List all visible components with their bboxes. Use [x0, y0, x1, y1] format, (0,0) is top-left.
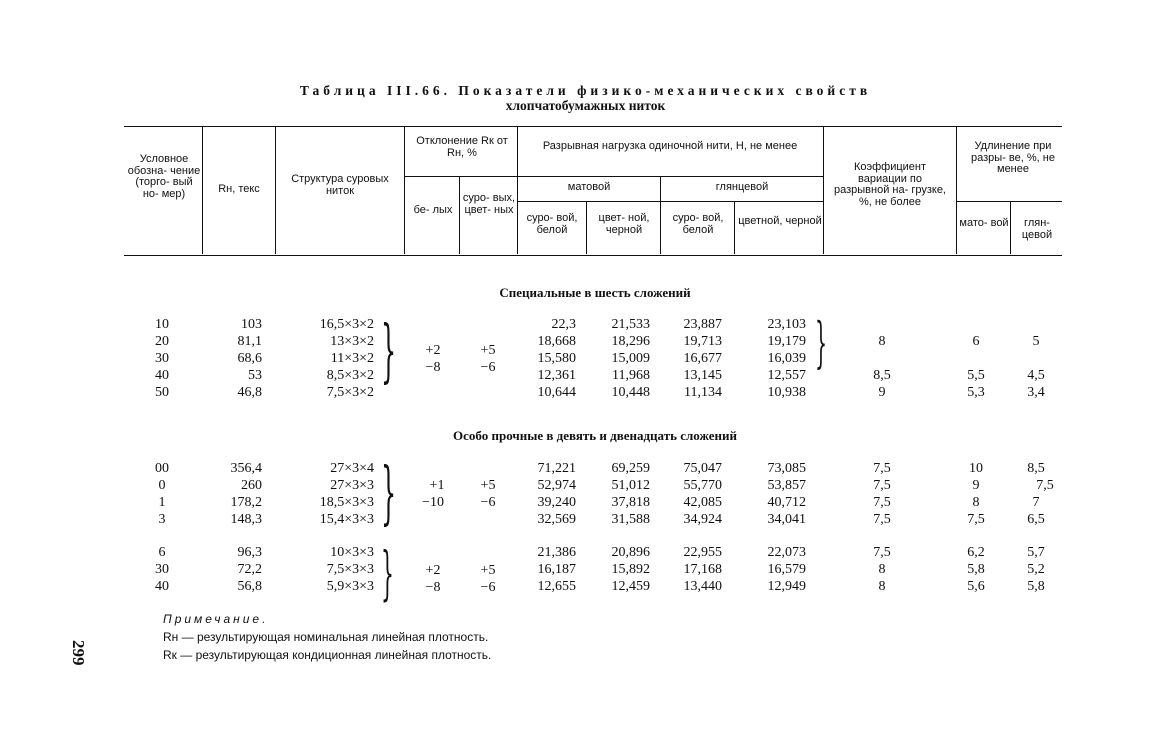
note-heading: Примечание.	[163, 612, 269, 626]
cell-structure: 18,5×3×3	[319, 495, 374, 510]
cell-dev-raw: −6	[480, 495, 496, 510]
cell-dev-white: −8	[425, 360, 441, 375]
vrule-9	[823, 127, 824, 254]
header-top-rule	[124, 126, 1062, 127]
vrule-10	[956, 127, 957, 254]
cell-matte-raw: 39,240	[537, 495, 576, 510]
cell-dev-white: −10	[422, 495, 444, 510]
vrule-3	[404, 127, 405, 254]
cell-dev-white: +2	[425, 563, 441, 578]
cell-elong-matte: 5,3	[967, 385, 985, 400]
cell-elong-gloss: 7	[1032, 495, 1040, 510]
cell-dev-raw: +5	[480, 343, 496, 358]
vrule-1	[202, 127, 203, 254]
cell-gloss-raw: 42,085	[683, 495, 722, 510]
cell-dev-white: +2	[425, 343, 441, 358]
cell-structure: 15,4×3×3	[319, 512, 374, 527]
cell-number: 10	[155, 317, 169, 332]
cell-matte-raw: 32,569	[537, 512, 576, 527]
cell-structure: 8,5×3×2	[326, 368, 374, 383]
vrule-4	[459, 177, 460, 254]
cell-number: 40	[155, 368, 169, 383]
cell-elong-matte: 5,8	[967, 562, 985, 577]
cell-matte-color: 51,012	[611, 478, 650, 493]
cell-rn: 356,4	[230, 461, 262, 476]
cell-matte-color: 15,892	[611, 562, 650, 577]
cell-structure: 13×3×2	[330, 334, 374, 349]
cell-structure: 7,5×3×3	[326, 562, 374, 577]
cell-coefficient: 7,5	[873, 495, 891, 510]
cell-matte-raw: 15,580	[537, 351, 576, 366]
cell-coefficient: 8	[878, 334, 886, 349]
cell-matte-raw: 21,386	[537, 545, 576, 560]
cell-elong-gloss: 3,4	[1027, 385, 1045, 400]
cell-matte-raw: 52,974	[537, 478, 576, 493]
cell-matte-raw: 12,361	[537, 368, 576, 383]
cell-rn: 72,2	[237, 562, 262, 577]
cell-coefficient: 7,5	[873, 478, 891, 493]
header-dev-raw: суро- вых, цвет- ных	[462, 192, 516, 216]
cell-matte-raw: 71,221	[537, 461, 576, 476]
cell-gloss-color: 16,579	[767, 562, 806, 577]
header-elong-gloss: глян- цевой	[1021, 217, 1053, 241]
cell-gloss-raw: 55,770	[683, 478, 722, 493]
cell-number: 20	[155, 334, 169, 349]
cell-matte-color: 10,448	[611, 385, 650, 400]
cell-dev-white: +1	[429, 478, 445, 493]
table-title	[0, 83, 1171, 98]
brace-g1-struct: }	[381, 312, 397, 391]
section-title-special: Специальные в шесть сложений	[499, 285, 691, 300]
vrule-8	[734, 202, 735, 254]
cell-gloss-raw: 23,887	[683, 317, 722, 332]
header-elongation: Удлинение при разры- ве, %, не менее	[971, 140, 1055, 175]
cell-dev-white: −8	[425, 580, 441, 595]
cell-structure: 10×3×3	[330, 545, 374, 560]
section-title-extra-strong: Особо прочные в девять и двенадцать сложений	[453, 428, 737, 443]
cell-coefficient: 7,5	[873, 545, 891, 560]
cell-matte-color: 12,459	[611, 579, 650, 594]
cell-gloss-raw: 11,134	[684, 385, 722, 400]
cell-elong-gloss: 4,5	[1027, 368, 1045, 383]
cell-gloss-color: 23,103	[767, 317, 806, 332]
header-matte-raw: суро- вой, белой	[526, 212, 578, 236]
cell-matte-color: 37,818	[611, 495, 650, 510]
header-breaking-load: Разрывная нагрузка одиночной нити, Н, не менее	[542, 140, 798, 152]
table-title-line1: Таблица III.66. Показатели физико-механических свойств	[299, 83, 872, 98]
header-dev-white: бе- лых	[413, 204, 453, 216]
cell-rn: 81,1	[237, 334, 262, 349]
cell-dev-raw: +5	[480, 478, 496, 493]
cell-gloss-raw: 13,440	[683, 579, 722, 594]
cell-rn: 260	[241, 478, 262, 493]
cell-rn: 46,8	[237, 385, 262, 400]
cell-gloss-color: 22,073	[767, 545, 806, 560]
cell-dev-raw: +5	[480, 563, 496, 578]
header-deviation: Отклонение Rк от Rн, %	[416, 135, 508, 159]
vrule-6	[586, 202, 587, 254]
cell-number: 1	[158, 495, 166, 510]
cell-matte-color: 15,009	[611, 351, 650, 366]
cell-coefficient: 8,5	[873, 368, 891, 383]
header-matte: матовой	[567, 181, 611, 193]
table-subtitle: хлопчатобумажных ниток	[505, 98, 666, 113]
vrule-5	[517, 127, 518, 254]
note-rk: Rк — результирующая кондиционная линейная плотность.	[163, 648, 492, 662]
cell-dev-raw: −6	[480, 360, 496, 375]
cell-elong-matte: 5,5	[967, 368, 985, 383]
cell-gloss-color: 12,557	[767, 368, 806, 383]
cell-structure: 27×3×4	[330, 461, 374, 476]
cell-elong-matte: 6	[972, 334, 980, 349]
cell-gloss-color: 19,179	[767, 334, 806, 349]
header-mid-rule	[405, 176, 823, 177]
header-gloss-raw: суро- вой, белой	[672, 212, 724, 236]
cell-number: 6	[158, 545, 166, 560]
cell-gloss-raw: 75,047	[683, 461, 722, 476]
cell-elong-gloss: 7,5	[1036, 478, 1054, 493]
cell-number: 30	[155, 562, 169, 577]
vrule-11	[1010, 202, 1011, 254]
cell-elong-matte: 10	[969, 461, 983, 476]
cell-gloss-raw: 19,713	[683, 334, 722, 349]
cell-structure: 11×3×2	[330, 351, 374, 366]
cell-elong-matte: 8	[972, 495, 980, 510]
cell-gloss-color: 12,949	[767, 579, 806, 594]
cell-gloss-raw: 22,955	[683, 545, 722, 560]
cell-elong-matte: 5,6	[967, 579, 985, 594]
cell-elong-matte: 9	[972, 478, 980, 493]
note-rn: Rн — результирующая номинальная линейная плотность.	[163, 630, 489, 644]
cell-elong-gloss: 6,5	[1027, 512, 1045, 527]
header-elong-matte: мато- вой	[959, 217, 1009, 229]
cell-number: 40	[155, 579, 169, 594]
vrule-7	[660, 177, 661, 254]
cell-elong-gloss: 5,8	[1027, 579, 1045, 594]
cell-structure: 5,9×3×3	[326, 579, 374, 594]
cell-elong-gloss: 5	[1032, 334, 1040, 349]
header-coefficient: Коэффициент вариации по разрывной на- грузке, %, не более	[834, 161, 946, 208]
cell-gloss-raw: 17,168	[683, 562, 722, 577]
brace-g1-load: }	[815, 311, 828, 374]
cell-gloss-raw: 34,924	[683, 512, 722, 527]
header-structure: Структура суровых ниток	[291, 173, 389, 197]
cell-gloss-color: 16,039	[767, 351, 806, 366]
cell-coefficient: 7,5	[873, 461, 891, 476]
cell-matte-raw: 16,187	[537, 562, 576, 577]
cell-rn: 103	[241, 317, 262, 332]
cell-elong-matte: 7,5	[967, 512, 985, 527]
cell-dev-raw: −6	[480, 580, 496, 595]
cell-number: 3	[158, 512, 166, 527]
cell-rn: 148,3	[230, 512, 262, 527]
cell-gloss-color: 10,938	[767, 385, 806, 400]
header-gloss-color: цветной, черной	[738, 215, 822, 227]
cell-matte-color: 20,896	[611, 545, 650, 560]
cell-rn: 68,6	[237, 351, 262, 366]
header-rn: Rн, текс	[218, 183, 260, 195]
cell-rn: 56,8	[237, 579, 262, 594]
header-bottom-rule	[124, 255, 1062, 256]
brace-g3-struct: }	[381, 539, 394, 607]
header-gloss: глянцевой	[715, 181, 769, 193]
header-designation: Условное обозна- чение (торго- вый но- мер)	[127, 153, 201, 200]
cell-structure: 16,5×3×2	[319, 317, 374, 332]
cell-matte-color: 11,968	[612, 368, 650, 383]
cell-elong-matte: 6,2	[967, 545, 985, 560]
cell-gloss-color: 73,085	[767, 461, 806, 476]
cell-matte-raw: 18,668	[537, 334, 576, 349]
cell-coefficient: 8	[878, 579, 886, 594]
cell-number: 30	[155, 351, 169, 366]
cell-coefficient: 9	[878, 385, 886, 400]
cell-matte-color: 69,259	[611, 461, 650, 476]
page-number: 299	[69, 640, 88, 666]
vrule-2	[275, 127, 276, 254]
cell-rn: 53	[248, 368, 262, 383]
cell-elong-gloss: 5,2	[1027, 562, 1045, 577]
cell-elong-gloss: 5,7	[1027, 545, 1045, 560]
cell-structure: 7,5×3×2	[326, 385, 374, 400]
cell-number: 00	[155, 461, 169, 476]
cell-matte-raw: 10,644	[537, 385, 576, 400]
cell-matte-raw: 12,655	[537, 579, 576, 594]
brace-g2-struct: }	[381, 454, 397, 533]
cell-gloss-color: 40,712	[767, 495, 806, 510]
cell-gloss-raw: 13,145	[683, 368, 722, 383]
cell-matte-color: 21,533	[611, 317, 650, 332]
cell-coefficient: 7,5	[873, 512, 891, 527]
cell-rn: 96,3	[237, 545, 262, 560]
cell-structure: 27×3×3	[330, 478, 374, 493]
header-matte-color: цвет- ной, черной	[598, 212, 650, 236]
header-sub-rule	[518, 201, 824, 202]
cell-number: 0	[158, 478, 166, 493]
cell-rn: 178,2	[230, 495, 262, 510]
cell-matte-color: 18,296	[611, 334, 650, 349]
cell-coefficient: 8	[878, 562, 886, 577]
cell-matte-raw: 22,3	[551, 317, 576, 332]
cell-gloss-color: 34,041	[767, 512, 806, 527]
cell-number: 50	[155, 385, 169, 400]
cell-gloss-raw: 16,677	[683, 351, 722, 366]
cell-gloss-color: 53,857	[767, 478, 806, 493]
cell-elong-gloss: 8,5	[1027, 461, 1045, 476]
cell-matte-color: 31,588	[611, 512, 650, 527]
